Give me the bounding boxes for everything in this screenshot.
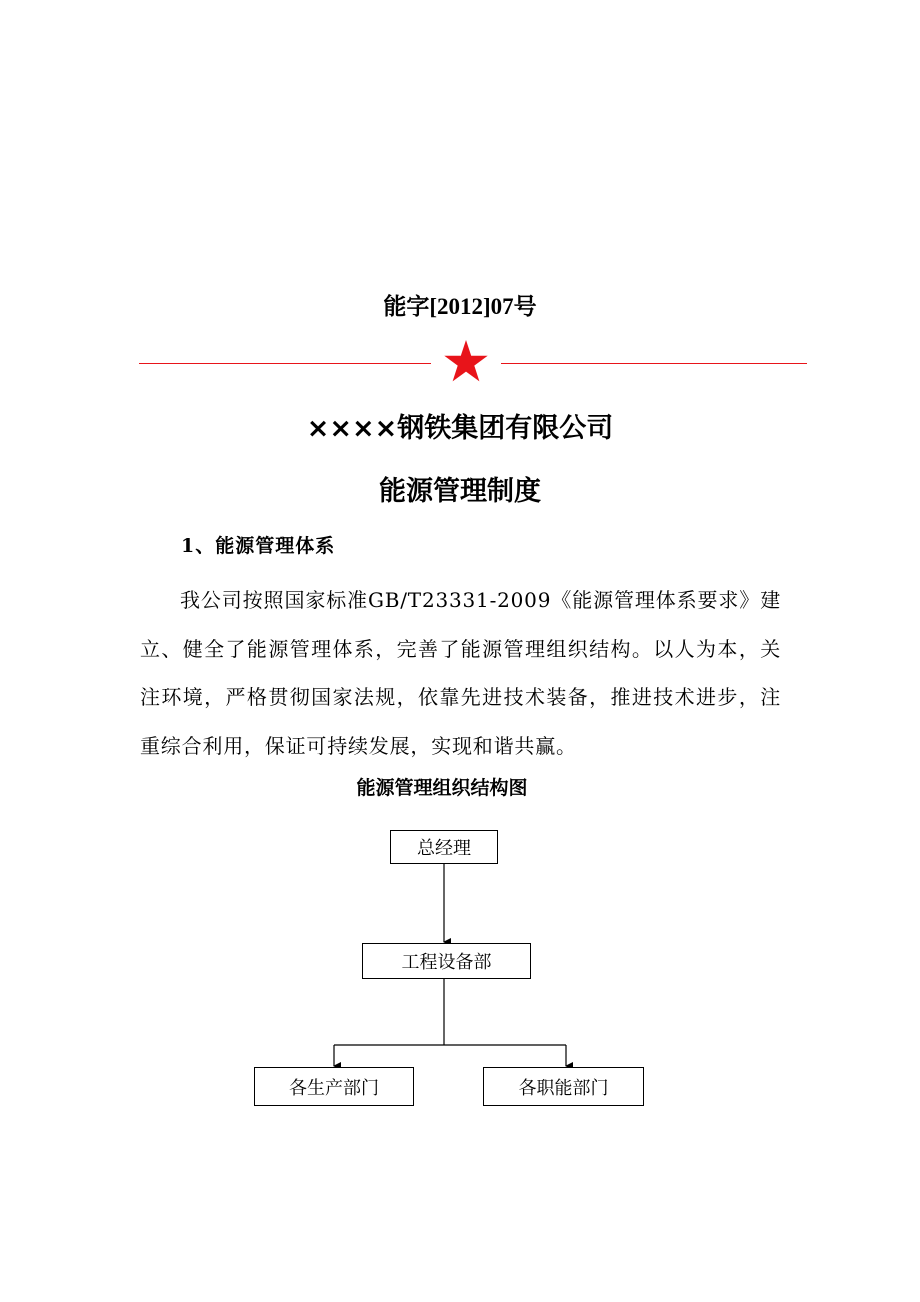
red-divider-right xyxy=(501,363,807,364)
org-box-label: 各生产部门 xyxy=(289,1077,379,1099)
body-paragraph: 我公司按照国家标准GB/T23331-2009《能源管理体系要求》建立、健全了能源管理体系，完善了能源管理组织结构。以人为本，关注环境，严格贯彻国家法规，依靠先进技术装备，推进技术进步，注重综合利用，保证可持续发展，实现和谐共赢。 xyxy=(140,588,781,759)
org-chart-title: 能源管理组织结构图 xyxy=(356,777,528,799)
section-heading: 1、能源管理体系 xyxy=(181,535,336,557)
org-box-production-depts xyxy=(254,1067,414,1106)
org-box-general-manager xyxy=(390,830,498,864)
document-number: 能字[2012]07号 xyxy=(383,294,537,319)
red-star-icon xyxy=(443,339,489,385)
document-title: 能源管理制度 xyxy=(379,476,541,507)
org-box-label: 总经理 xyxy=(417,838,471,859)
org-box-functional-depts xyxy=(483,1067,644,1106)
org-box-label: 各职能部门 xyxy=(518,1077,609,1099)
red-divider-left xyxy=(139,363,431,364)
company-name: ××××钢铁集团有限公司 xyxy=(306,413,614,444)
org-box-label: 工程设备部 xyxy=(401,952,492,973)
org-box-engineering-dept xyxy=(362,943,531,979)
